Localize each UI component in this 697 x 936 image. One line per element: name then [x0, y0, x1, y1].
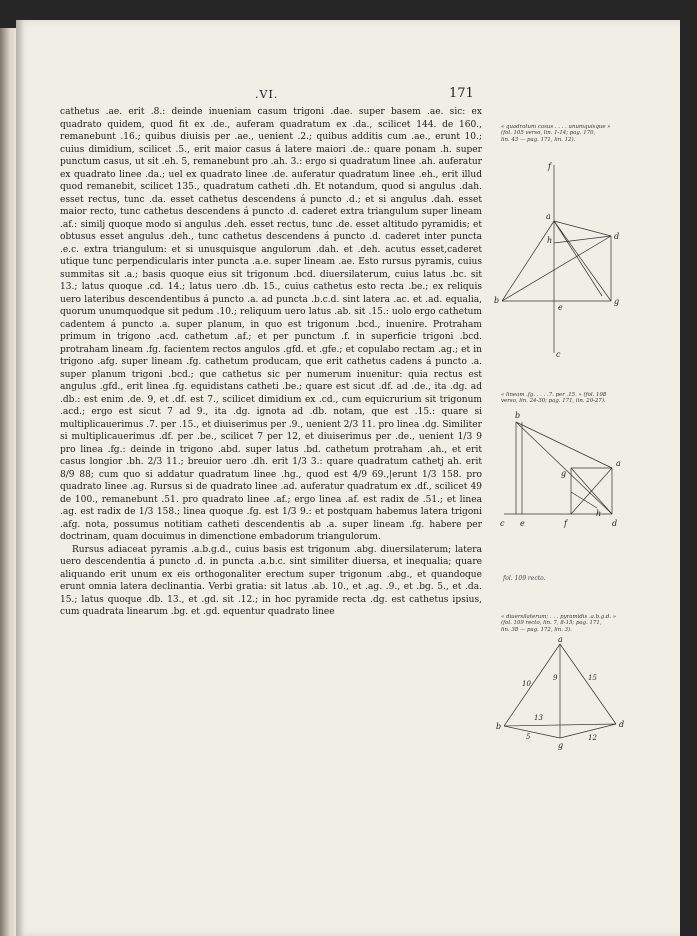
running-header-section: .VI.: [255, 88, 279, 101]
label-c: c: [500, 519, 505, 528]
paragraph: Rursus adiaceat pyramis .a.b.g.d., cuius basis est trigonum .abg. diuersilaterum; latera uero descendentia á puncto .d. in puncta .a.b.c. sint similiter diuersa, et inequalia; quare aliquando erit unum ex eis orthogonaliter erectum super trigonum .abg., et quandoque erunt omnia latera declinantia. Verbi gratia: sit latus .ab. 10., et .ag. .9., et .bg. 5., et .da. 15.; latus quoque .db. 13., et .gd. sit .12.; in hoc pyramide recta .dg. est cathetus ipsius, cum quadrata linearum .bg. et .gd. equentur quadrato linee: [60, 544, 482, 617]
margin-note: « lineam .fg. . . . .7. per .15. » (fol. 108 verso, lin. 24-30; pag. 171, lin. 20-27).: [501, 392, 607, 405]
main-text: [60, 106, 482, 619]
label-a: a: [546, 212, 551, 221]
label-e: e: [520, 519, 525, 528]
figure-caption: fol. 109 recto.: [503, 575, 546, 582]
paragraph: cathetus .ae. erit .8.: deinde inueniam casum trigoni .dae. super basem .ae. sic: ex quadrato quidem, quod fit ex .de., auferam quadratum ex .da., scilicet 144. de 160., remanebunt .16.; quibus diuisis per .ae., uenient .2.; quibus additis cum .ae., erunt 10.; cuius dimidium, scilicet .5., erit maior casus á latere maiori .de.: quare ponam .h. super punctum casus, ut sit .eh. 5, remanebunt pro .ah. 3.: ergo si quadratum linee .ah. auferatur ex quadrato linee .da.; uel ex quadrato linee .de. auferatur quadratum linee .eh., erit illud quod remanebit, scilicet 135., quadratum catheti .dh. Et notandum, quod si angulus .dah. esset rectus, tunc .da. esset cathetus descendens á puncto .d.; et si angulus .dah. esset maior recto, tunc cathetus descendens á puncto .d. caderet extra triangulum super lineam .af.: similj quoque modo si angulus .deh. esset rectus, tunc .de. esset altitudo pyramidis; et obtusus esset angulus .deh., tunc cathetus descendens á puncto .d. caderet inter puncta .e.c. extra triangulum: et si unusquisque angulorum .dah. et .deh. acutus esset,caderet utique tunc perpendicularis inter puncta .a.e. super lineam .ae. Esto rursus pyramis, cuius summitas sit .a.; basis quoque eius sit trigonum .bcd. diuersilaterum, cuius latus .bc. sit 13.; latus quoque .cd. 14.; latus uero .db. 15., cuius cathetus esto recta .be.; ex reliquis uero lateribus descendentibus á puncto .a. ad puncta .b.c.d. sint latera .ac. et .ad. equalia, quorum unumquodque sit pedum .10.; reliquum uero latus .ab. sit .15.: uolo ergo cathetum cadentem á puncto .a. super planum, in quo est trigonum .bcd., inuenire. Protraham primum in trigono .acd. cathetum .af.; et per punctum .f. in superficie trigoni .bcd. protraham lineam .fg. facientem rectos angulos .gfd. et .gfe.; et copulabo rectam .ag.; et in trigono .afg. super lineam .fg. cathetum producam, que erit cathetus cadens á puncto .a. super planum trigoni .bcd.; que cathetus sic per numerum inuenitur: quia rectus est angulus .gfd., erit linea .fg. equidistans catheti .be.; quare est sicut .df. ad .de., ita .dg. ad .db.: est enim .de. 9, et .df. est 7., scilicet dimidium ex .cd., cum equicrurium sit trigonum .acd.; ergo est sicut 7 ad 9., ita .dg. ignota ad .db. notam, que est .15.: quare si multiplicauerimus .7. per .15., et diuiserimus per .9., uenient 2/3 11. pro linea .dg. Similiter si multiplicauerimus .df. per .be., scilicet 7 per 12, et diuiserimus per .de., uenient 1/3 9 pro linea .fg.: deinde in trigono .abd. super latus .bd. cathetum protraham .ah., et erit casus longior .bh. 2/3 11.; breuior uero .dh. erit 1/3 3.: quare quadratum cathetj ah. erit 8/9 88; cum quo si addatur quadratum linee .hg., quod est 4/9 69.,|erunt 1/3 158. pro quadrato linee .ag. Rursus si de quadrato linee .ad. auferatur quadratum ex .df., scilicet 49 de 100., remanebunt .51. pro quadrato linee .af.; ergo linea .af. est radix de .51.; et linea .ag. est radix de 1/3 158.; linea quoque .fg. est 1/3 9.: et postquam habemus latera trigoni .afg. nota, possumus notitiam catheti descendentis ab .a. super lineam .fg. habere per doctrinam, quam docuimus in dimenctione embadorum triangulorum.: [60, 107, 482, 542]
label-g: g: [561, 469, 567, 478]
label-b: b: [494, 296, 500, 305]
label-e: e: [558, 303, 563, 312]
label-d: d: [614, 232, 620, 241]
label-d: d: [612, 519, 618, 528]
label-f: f: [548, 162, 551, 171]
label-h: h: [596, 509, 602, 518]
pyramid-figure-1: [488, 155, 628, 369]
margin-note: « quadratum casus . . . . unumquisque » (fol. 105 verso, lin. 1-14; pag. 170, lin. 43 — pag. 171, lin. 12).: [501, 124, 611, 143]
margin-note: « diuersilaterum; . . . pyramidis .a.b.g.d. » (fol. 109 recto, lin. 7, 8-15; pag. 171, lin. 38 — pag. 172, lin. 3).: [501, 614, 617, 633]
label-f: f: [564, 519, 567, 528]
label-9: 9: [553, 674, 558, 682]
label-13: 13: [534, 714, 543, 722]
label-c: c: [556, 350, 561, 359]
label-b: b: [515, 411, 521, 420]
label-g: g: [558, 741, 564, 750]
label-10: 10: [522, 680, 531, 688]
label-a: a: [558, 636, 563, 644]
label-12: 12: [588, 734, 597, 742]
label-5: 5: [526, 733, 531, 741]
page-number: 171: [449, 86, 474, 101]
previous-page-edge: [0, 28, 16, 936]
label-g: g: [614, 297, 620, 306]
label-h: h: [547, 236, 553, 245]
pyramid-figure-2: [492, 408, 632, 540]
page-spine-shadow: [16, 20, 24, 936]
label-15: 15: [588, 674, 597, 682]
label-b: b: [496, 722, 502, 731]
label-a: a: [616, 459, 621, 468]
pyramid-figure-3: [492, 636, 632, 756]
label-d: d: [619, 720, 625, 729]
